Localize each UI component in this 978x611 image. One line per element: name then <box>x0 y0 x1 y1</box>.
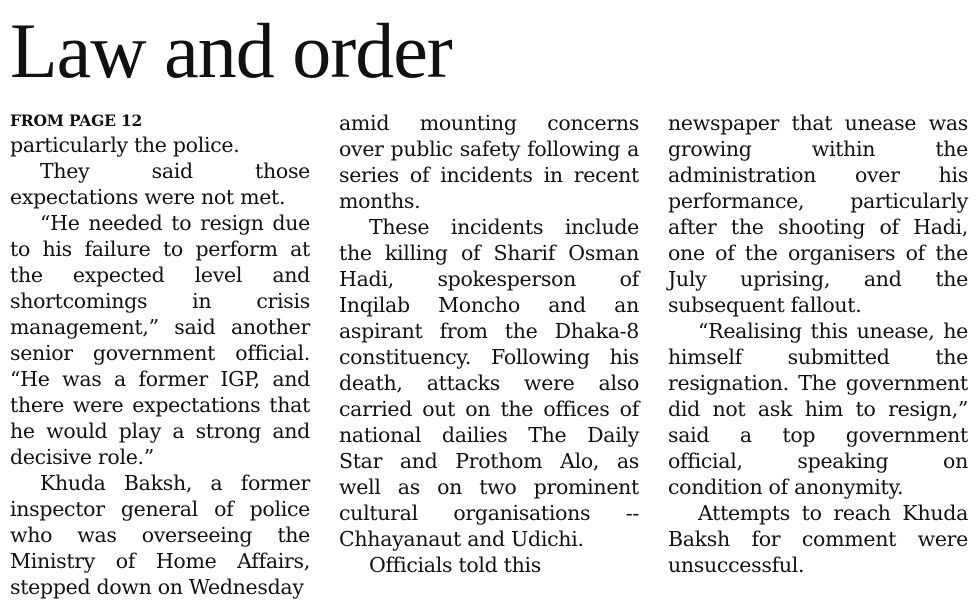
paragraph: “He needed to resign due to his failure to perform at the expected level and shortcomings in crisis management,” said another senior government official. “He was a former IGP, and there were expectations that he would play a strong and decisive role.” <box>10 211 310 469</box>
article-column-3 <box>668 110 968 578</box>
article-column-1 <box>10 110 310 600</box>
continued-from-kicker: FROM PAGE 12 <box>10 111 143 130</box>
paragraph: newspaper that unease was growing within the administration over his performance, particularly after the shooting of Hadi, one of the organisers of the July uprising, and the subsequent fallout. <box>668 111 968 317</box>
article-column-2 <box>339 110 639 578</box>
paragraph: Khuda Baksh, a former inspector general of police who was overseeing the Ministry of Home Affairs, stepped down on Wednesday <box>10 471 310 599</box>
paragraph: They said those expectations were not met. <box>10 159 310 209</box>
paragraph: particularly the police. <box>10 133 240 157</box>
paragraph: “Realising this unease, he himself submitted the resignation. The government did not ask him to resign,” said a top government official, speaking on condition of anonymity. <box>668 319 968 499</box>
headline: Law and order <box>10 7 452 94</box>
paragraph: These incidents include the killing of Sharif Osman Hadi, spokesperson of Inqilab Moncho and an aspirant from the Dhaka-8 constituency. Following his death, attacks were also carried out on the offices of national dailies The Daily Star and Prothom Alo, as well as on two prominent cultural organisations -- Chhayanaut and Udichi. <box>339 215 639 551</box>
paragraph: Attempts to reach Khuda Baksh for comment were unsuccessful. <box>668 501 968 577</box>
paragraph: amid mounting concerns over public safety following a series of incidents in recent months. <box>339 111 639 213</box>
paragraph: Officials told this <box>369 553 541 577</box>
